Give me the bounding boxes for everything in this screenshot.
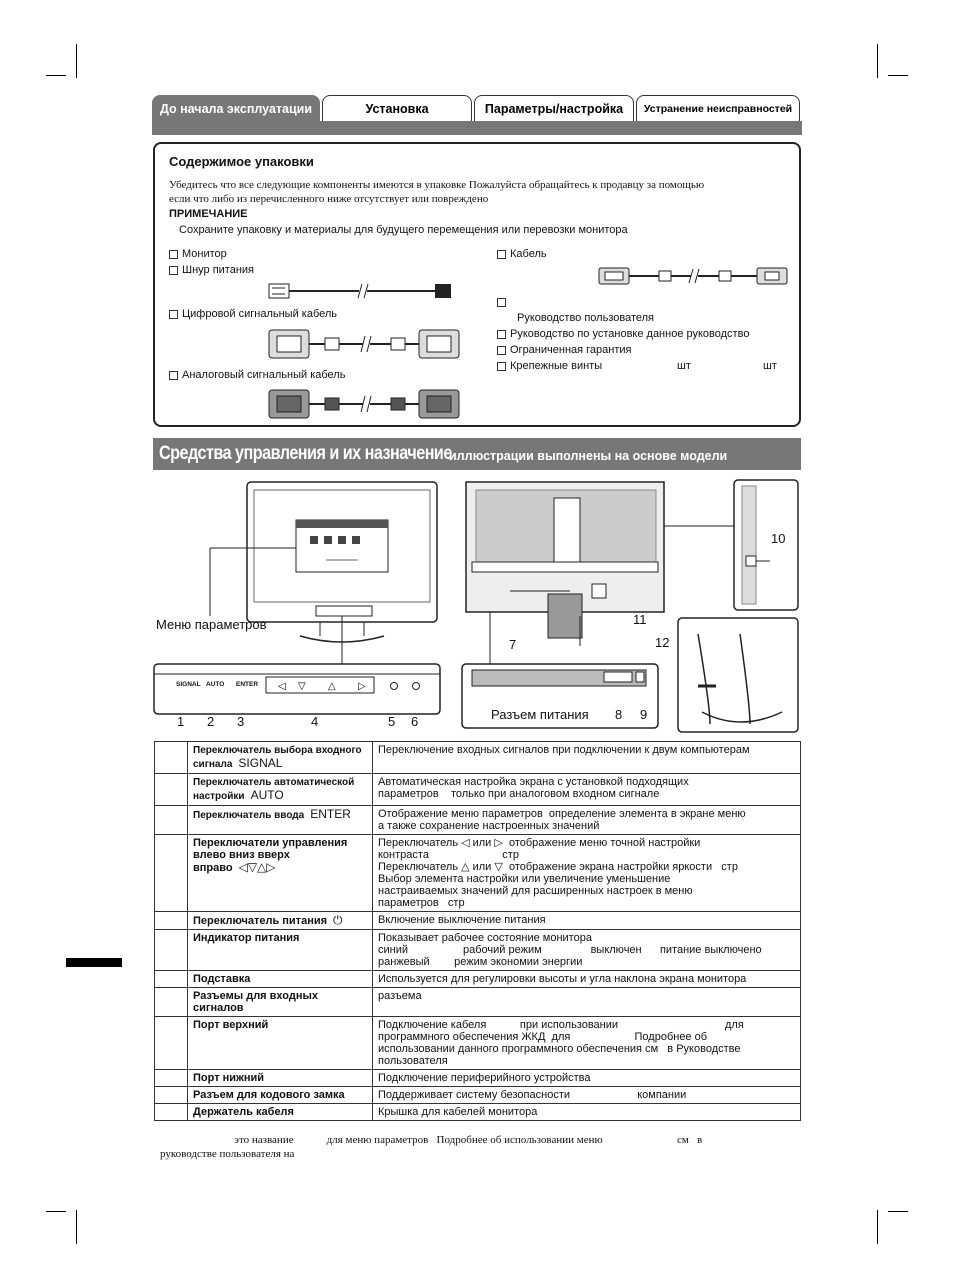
auto-button-label: AUTO xyxy=(206,681,225,688)
row-description-cell xyxy=(373,1017,801,1070)
row-name-cell xyxy=(188,1104,373,1121)
row-name: Переключатель выбора входного сигнала xyxy=(193,745,362,770)
crop-mark xyxy=(46,1211,66,1212)
row-description-line: Переключение входных сигналов при подключении к двум компьютерам xyxy=(378,744,750,756)
row-name-cell xyxy=(188,774,373,806)
checkbox-icon xyxy=(169,266,178,275)
row-number-cell xyxy=(155,1070,188,1087)
menu-label: Меню параметров xyxy=(156,617,267,632)
item-analog-cable xyxy=(169,369,345,381)
row-description-cell xyxy=(373,835,801,912)
row-name-cell xyxy=(188,930,373,971)
row-number-cell xyxy=(155,806,188,835)
row-name: Порт нижний xyxy=(193,1072,265,1084)
row-description-line: Поддерживает систему безопасности компании xyxy=(378,1089,687,1101)
row-description-line: контраста стр xyxy=(378,849,519,861)
checkbox-icon xyxy=(169,310,178,319)
row-name-cell xyxy=(188,1087,373,1104)
row-name-cell xyxy=(188,912,373,930)
checkbox-icon xyxy=(497,298,506,307)
chapter-tabs xyxy=(152,95,802,135)
item-label: Аналоговый сигнальный кабель xyxy=(182,369,346,381)
row-name: Разъем для кодового замка xyxy=(193,1089,345,1101)
table-row xyxy=(155,806,801,835)
row-description-line: Автоматическая настройка экрана с установкой подходящих xyxy=(378,776,689,788)
table-row xyxy=(155,774,801,806)
tab-before-use[interactable] xyxy=(152,95,320,121)
row-description-line: использовании данного программного обеспечения см в Руководстве xyxy=(378,1043,741,1055)
row-name-cell xyxy=(188,1017,373,1070)
checkbox-icon xyxy=(169,250,178,259)
checkbox-icon xyxy=(497,330,506,339)
row-description-line: ранжевый режим экономии энергии xyxy=(378,956,583,968)
row-description-line: Отображение меню параметров определение элемента в экране меню xyxy=(378,808,746,820)
table-row xyxy=(155,1087,801,1104)
svg-text:◁: ◁ xyxy=(278,681,286,692)
item-label: Цифровой сигнальный кабель xyxy=(182,308,338,320)
callout-6: 6 xyxy=(411,714,419,729)
item-warranty xyxy=(497,344,632,356)
table-row xyxy=(155,1104,801,1121)
row-number-cell xyxy=(155,1104,188,1121)
row-description-cell xyxy=(373,988,801,1017)
row-name-cell xyxy=(188,806,373,835)
package-intro-line1: Убедитесь что все следующие компоненты имеются в упаковке Пожалуйста обращайтесь к продавцу за помощью xyxy=(169,179,705,191)
row-name: Держатель кабеля xyxy=(193,1106,294,1118)
item-screws-pcs2: шт xyxy=(763,360,777,372)
row-description-line: Включение выключение питания xyxy=(378,914,546,926)
package-contents-box xyxy=(153,142,801,427)
row-description-cell xyxy=(373,742,801,774)
crop-mark xyxy=(76,1210,77,1244)
table-row xyxy=(155,930,801,971)
row-description-line: настраиваемых значений для расширенных настроек в меню xyxy=(378,885,693,897)
signal-button-label: SIGNAL xyxy=(176,681,201,688)
table-row xyxy=(155,912,801,930)
svg-text:▽: ▽ xyxy=(298,681,306,692)
tab-label: Устранение неисправностей xyxy=(643,102,793,115)
row-description-line: Выбор элемента настройки или увеличение уменьшение xyxy=(378,873,671,885)
note-text: Сохраните упаковку и материалы для будущего перемещения или перевозки монитора xyxy=(179,224,628,236)
section-header xyxy=(153,438,801,470)
row-description-line: разъема xyxy=(378,990,422,1002)
power-cord-icon xyxy=(267,280,457,302)
crop-mark xyxy=(888,75,908,76)
row-name: Переключатели управления влево вниз вверх вправо xyxy=(193,837,348,874)
item-digital-cable xyxy=(169,308,337,320)
row-name-cell xyxy=(188,971,373,988)
usb-cable-icon xyxy=(597,265,793,287)
callout-8: 8 xyxy=(615,707,623,722)
controls-table xyxy=(154,741,801,1121)
footnote-line1: это название для меню параметров Подробнее об использовании меню см в xyxy=(160,1134,703,1146)
package-title: Содержимое упаковки xyxy=(169,154,314,169)
analog-cable-icon xyxy=(267,386,463,422)
package-intro-line2: если что либо из перечисленного ниже отсутствует или повреждено xyxy=(169,193,489,205)
row-number-cell xyxy=(155,971,188,988)
table-row xyxy=(155,1070,801,1087)
checkbox-icon xyxy=(169,371,178,380)
tab-label: Установка xyxy=(365,101,429,116)
control-strip-icon xyxy=(154,664,440,714)
crop-mark xyxy=(877,1210,878,1244)
checkbox-icon xyxy=(497,362,506,371)
crop-mark xyxy=(46,75,66,76)
row-name-cell xyxy=(188,835,373,912)
row-symbol: ◁▽△▷ xyxy=(238,860,276,874)
row-name: Индикатор питания xyxy=(193,932,300,944)
footnote xyxy=(160,1133,800,1161)
callout-7: 7 xyxy=(509,637,517,652)
digital-cable-icon xyxy=(267,326,463,362)
item-cable xyxy=(497,248,547,260)
row-description-line: Подключение периферийного устройства xyxy=(378,1072,591,1084)
table-row xyxy=(155,742,801,774)
table-row xyxy=(155,1017,801,1070)
callout-9: 9 xyxy=(640,707,648,722)
row-description-line: Показывает рабочее состояние монитора xyxy=(378,932,592,944)
row-name-cell xyxy=(188,742,373,774)
tab-label: Параметры/настройка xyxy=(484,101,624,116)
row-description-line: синий рабочий режим выключен питание выключено xyxy=(378,944,762,956)
row-description-line: Переключатель △ или ▽ отображение экрана настройки яркости стр xyxy=(378,861,738,873)
row-description-cell xyxy=(373,971,801,988)
row-number-cell xyxy=(155,930,188,971)
row-symbol: ⏻ xyxy=(333,913,343,927)
row-description-line: Используется для регулировки высоты и угла наклона экрана монитора xyxy=(378,973,747,985)
item-user-manual: Руководство пользователя xyxy=(517,312,654,324)
item-label: Ограниченная гарантия xyxy=(510,344,632,356)
callout-10: 10 xyxy=(771,531,786,546)
row-description-cell xyxy=(373,774,801,806)
row-description-line: программного обеспечения ЖКД для Подробнее об xyxy=(378,1031,708,1043)
row-name-cell xyxy=(188,1070,373,1087)
row-description-cell xyxy=(373,930,801,971)
row-name: Подставка xyxy=(193,973,251,985)
row-description-cell xyxy=(373,1070,801,1087)
item-setup-guide xyxy=(497,328,749,340)
row-description-line: параметров только при аналоговом входном сигнале xyxy=(378,788,660,800)
callout-1: 1 xyxy=(177,714,185,729)
controls-diagram xyxy=(150,476,804,738)
row-description-line: параметров стр xyxy=(378,897,465,909)
crop-mark xyxy=(76,44,77,78)
row-symbol: AUTO xyxy=(250,788,284,802)
checkbox-icon xyxy=(497,346,506,355)
footnote-line2: руководстве пользователя на xyxy=(160,1148,295,1160)
item-label: Крепежные винты xyxy=(510,360,603,372)
row-symbol: SIGNAL xyxy=(238,756,283,770)
tab-installation[interactable] xyxy=(322,95,472,121)
enter-button-label: ENTER xyxy=(236,681,259,688)
monitor-front-icon xyxy=(210,482,437,664)
item-power-cord xyxy=(169,264,254,276)
row-description-cell xyxy=(373,912,801,930)
row-description-cell xyxy=(373,806,801,835)
stand-cable-holder-icon xyxy=(678,618,798,732)
item-label: Монитор xyxy=(182,248,227,260)
crop-mark xyxy=(877,44,878,78)
row-description-line: Подключение кабеля при использовании для xyxy=(378,1019,744,1031)
svg-text:△: △ xyxy=(328,681,336,692)
item-label: Кабель xyxy=(510,248,547,260)
row-number-cell xyxy=(155,1087,188,1104)
item-label: Шнур питания xyxy=(182,264,255,276)
note-title: ПРИМЕЧАНИЕ xyxy=(169,208,248,220)
row-number-cell xyxy=(155,742,188,774)
row-number-cell xyxy=(155,912,188,930)
side-index-mark xyxy=(66,958,122,967)
svg-text:▷: ▷ xyxy=(358,681,366,692)
table-row xyxy=(155,971,801,988)
power-connector-label: Разъем питания xyxy=(491,707,589,722)
item-label: Руководство по установке данное руководство xyxy=(510,328,750,340)
tab-settings[interactable] xyxy=(474,95,634,121)
row-description-cell xyxy=(373,1104,801,1121)
section-subtitle: иллюстрации выполнены на основе модели xyxy=(449,449,728,463)
row-name: Переключатель ввода xyxy=(193,810,305,821)
callout-3: 3 xyxy=(237,714,245,729)
row-name-cell xyxy=(188,988,373,1017)
callout-2: 2 xyxy=(207,714,215,729)
checkbox-icon xyxy=(497,250,506,259)
section-title: Средства управления и их назначение xyxy=(159,443,452,464)
row-number-cell xyxy=(155,1017,188,1070)
row-name: Разъемы для входных сигналов xyxy=(193,990,318,1014)
item-screws xyxy=(497,360,602,372)
row-description-line: а также сохранение настроенных значений xyxy=(378,820,600,832)
table-row xyxy=(155,835,801,912)
row-description-line: пользователя xyxy=(378,1055,448,1067)
row-description-line: Переключатель ◁ или ▷ отображение меню точной настройки xyxy=(378,837,701,849)
callout-12: 12 xyxy=(655,635,670,650)
row-name: Переключатель питания xyxy=(193,915,328,927)
item-monitor xyxy=(169,248,227,260)
callout-11: 11 xyxy=(633,612,647,627)
tab-band xyxy=(152,121,802,135)
item-screws-pcs1: шт xyxy=(677,360,691,372)
row-number-cell xyxy=(155,988,188,1017)
callout-4: 4 xyxy=(311,714,319,729)
row-description-line: Крышка для кабелей монитора xyxy=(378,1106,538,1118)
tab-label: До начала эксплуатации xyxy=(159,101,313,116)
row-name: Порт верхний xyxy=(193,1019,269,1031)
crop-mark xyxy=(888,1211,908,1212)
row-symbol: ENTER xyxy=(310,807,351,821)
row-number-cell xyxy=(155,774,188,806)
row-description-cell xyxy=(373,1087,801,1104)
tab-troubleshooting[interactable] xyxy=(636,95,800,121)
monitor-side-icon xyxy=(734,480,798,610)
callout-5: 5 xyxy=(388,714,396,729)
row-name: Переключатель автоматической настройки xyxy=(193,777,355,802)
table-row xyxy=(155,988,801,1017)
item-cd xyxy=(497,296,510,308)
row-number-cell xyxy=(155,835,188,912)
